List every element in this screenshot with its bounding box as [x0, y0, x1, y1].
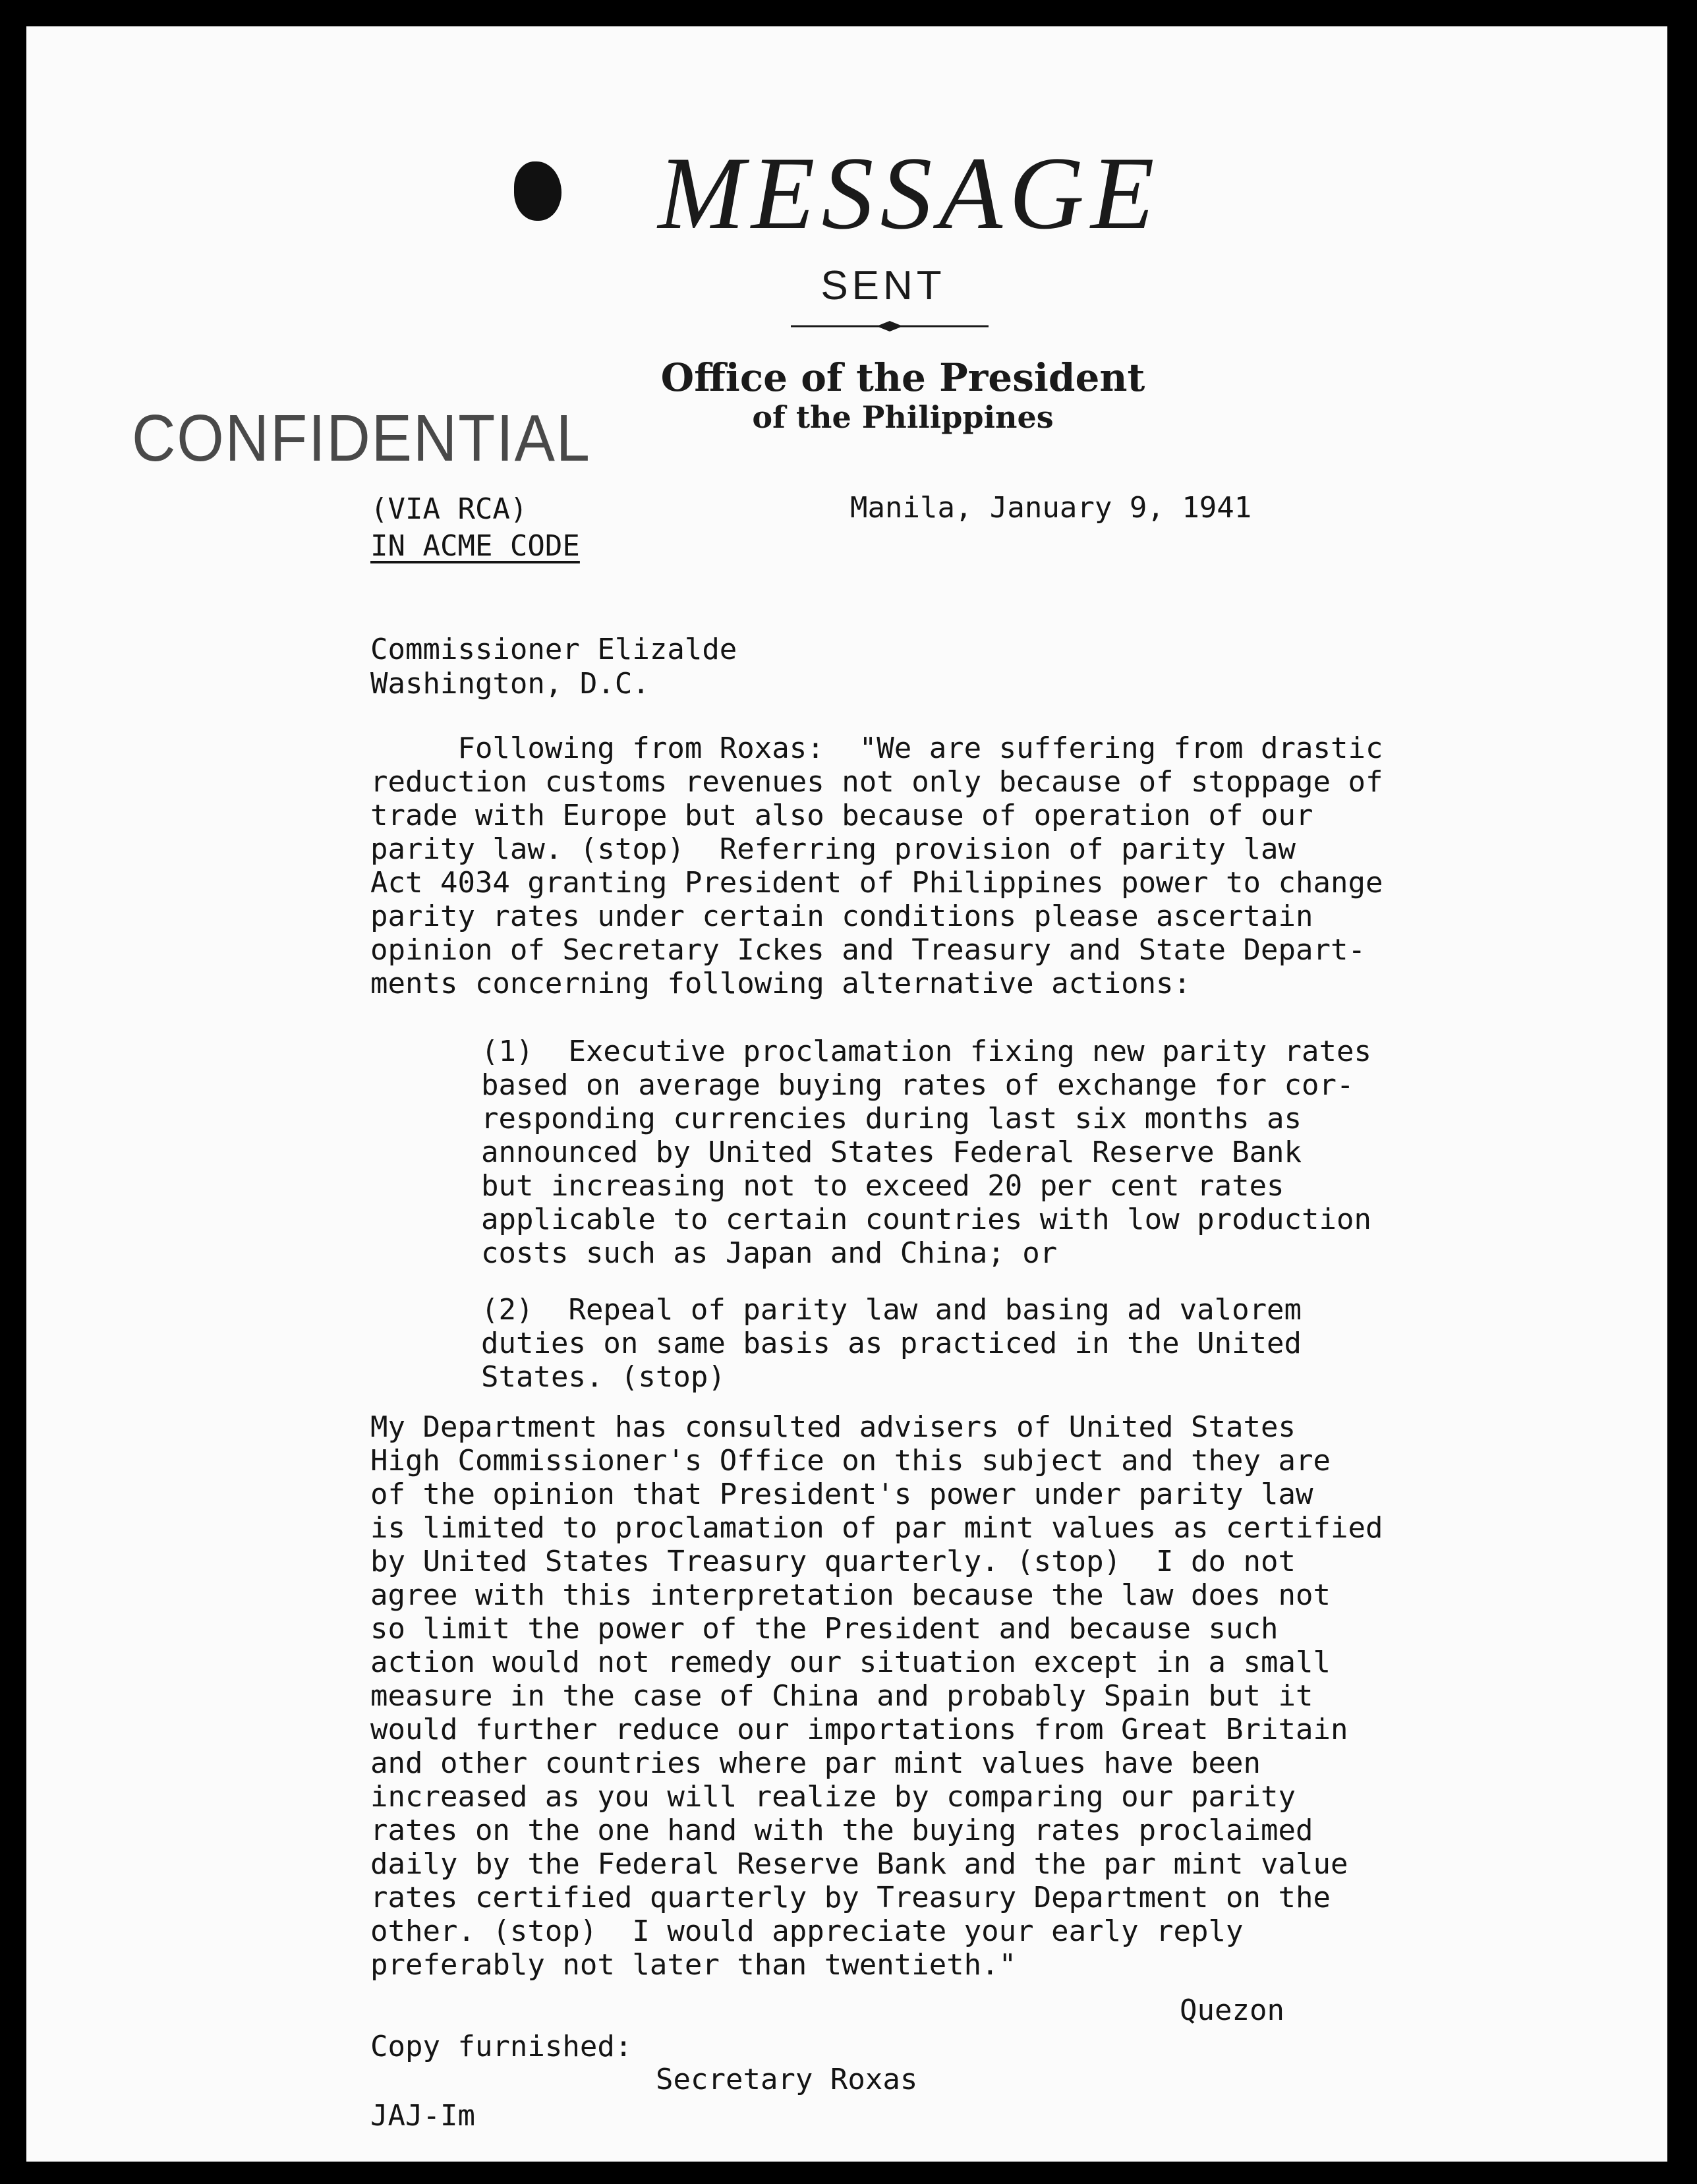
body-item-1: (1) Executive proclamation fixing new parity rates based on average buying rates of exchange for cor- responding currencies during last six months as announced by United States Federal Reserve Bank but increasing not to exceed 20 per cent rates applicable to certain countries with low production costs such as Japan and China; or [481, 1035, 1372, 1270]
confidential-stamp: CONFIDENTIAL [132, 401, 591, 475]
office-line-1: Office of the President [660, 355, 1145, 400]
signature: Quezon [1180, 1994, 1284, 2027]
document-page [26, 26, 1667, 2162]
message-title: MESSAGE [658, 136, 1161, 251]
addressee-location: Washington, D.C. [370, 667, 650, 701]
body-paragraph-2: My Department has consulted advisers of United States High Commissioner's Office on this subject and they are of the opinion that President's power under parity law is limited to proclamation of par mint values as certified by United States Treasury quarterly. (stop) I do not agree with this interpretation because the law does not so limit the power of the President and because such action would not remedy our situation except in a small measure in the case of China and probably Spain but it would further reduce our importations from Great Britain and other countries where par mint values have been increased as you will realize by comparing our parity rates on the one hand with the buying rates proclaimed daily by the Federal Reserve Bank and the par mint value rates certified quarterly by Treasury Department on the other. (stop) I would appreciate your early reply preferably not later than twentieth." [370, 1410, 1383, 1982]
typist-initials: JAJ-Im [370, 2099, 475, 2133]
copy-recipient: Secretary Roxas [656, 2063, 918, 2096]
office-letterhead [606, 356, 1199, 435]
place-date: Manila, January 9, 1941 [850, 491, 1252, 525]
body-item-2: (2) Repeal of parity law and basing ad valorem duties on same basis as practiced in the United States. (stop) [481, 1293, 1302, 1394]
code-line: IN ACME CODE [370, 529, 580, 563]
office-line-2: of the Philippines [752, 399, 1054, 435]
message-subtitle: SENT [820, 263, 946, 308]
via-line: (VIA RCA) [370, 492, 528, 526]
body-paragraph-1: Following from Roxas: "We are suffering from drastic reduction customs revenues not only because of stoppage of trade with Europe but also because of operation of our parity law. (stop) Referring provision of parity law Act 4034 granting President of Philippines power to change parity rates under certain conditions please ascertain opinion of Secretary Ickes and Treasury and State Depart- ments concerning following alternative actions: [370, 732, 1383, 1000]
addressee-name: Commissioner Elizalde [370, 633, 737, 666]
ornamental-divider [791, 316, 989, 336]
routing-info [370, 491, 580, 565]
copy-furnished-label: Copy furnished: [370, 2030, 633, 2063]
addressee-block [370, 633, 737, 701]
ink-blot-mark [514, 161, 561, 221]
